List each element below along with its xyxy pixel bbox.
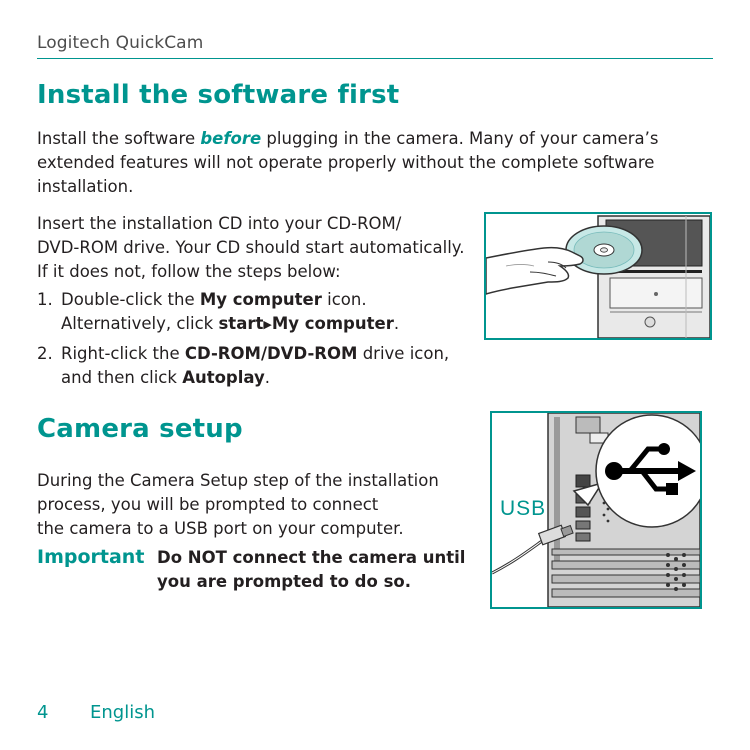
intro-paragraph	[37, 127, 727, 199]
section-heading-install: Install the software first	[37, 80, 400, 110]
footer-language: English	[90, 702, 155, 723]
before-emphasis: before	[200, 129, 262, 148]
step-number: 1.	[37, 290, 53, 309]
my-computer-label: My computer	[199, 290, 322, 309]
camera-setup-paragraph: During the Camera Setup step of the installation process, you will be prompted to connect the camera to a USB port on your computer.	[37, 471, 439, 538]
cd-insert-illustration	[484, 212, 712, 340]
header-title: Logitech QuickCam	[37, 33, 204, 53]
arrow-right-icon: ▶	[263, 318, 272, 331]
section-heading-camera-setup: Camera setup	[37, 414, 243, 444]
page-number: 4	[37, 702, 49, 723]
start-label: start	[218, 314, 264, 333]
list-item: 2. Right-click the CD-ROM/DVD-ROM drive icon, and then click Autoplay.	[37, 342, 477, 390]
step-number: 2.	[37, 344, 53, 363]
usb-port-illustration	[490, 411, 702, 609]
autoplay-label: Autoplay	[182, 368, 265, 387]
header-rule	[37, 58, 713, 59]
cd-drive-drawing	[486, 214, 710, 338]
usb-label: USB	[500, 497, 547, 520]
intro-line-3: installation.	[37, 177, 134, 196]
important-warning: Do NOT connect the camera until you are prompted to do so.	[157, 548, 466, 591]
intro-line-2: extended features will not operate properly without the complete software	[37, 153, 655, 172]
install-steps-list	[37, 288, 477, 395]
cdrom-label: CD-ROM/DVD-ROM	[184, 344, 358, 363]
insert-cd-paragraph: Insert the installation CD into your CD-ROM/ DVD-ROM drive. Your CD should start automatically. If it does not, follow the steps below:	[37, 214, 465, 281]
important-label: Important	[37, 546, 145, 568]
list-item: 1. Double-click the My computer icon. Alternatively, click start▶My computer.	[37, 288, 477, 337]
intro-line-1: Install the software before plugging in the camera. Many of your camera’s	[37, 129, 659, 148]
